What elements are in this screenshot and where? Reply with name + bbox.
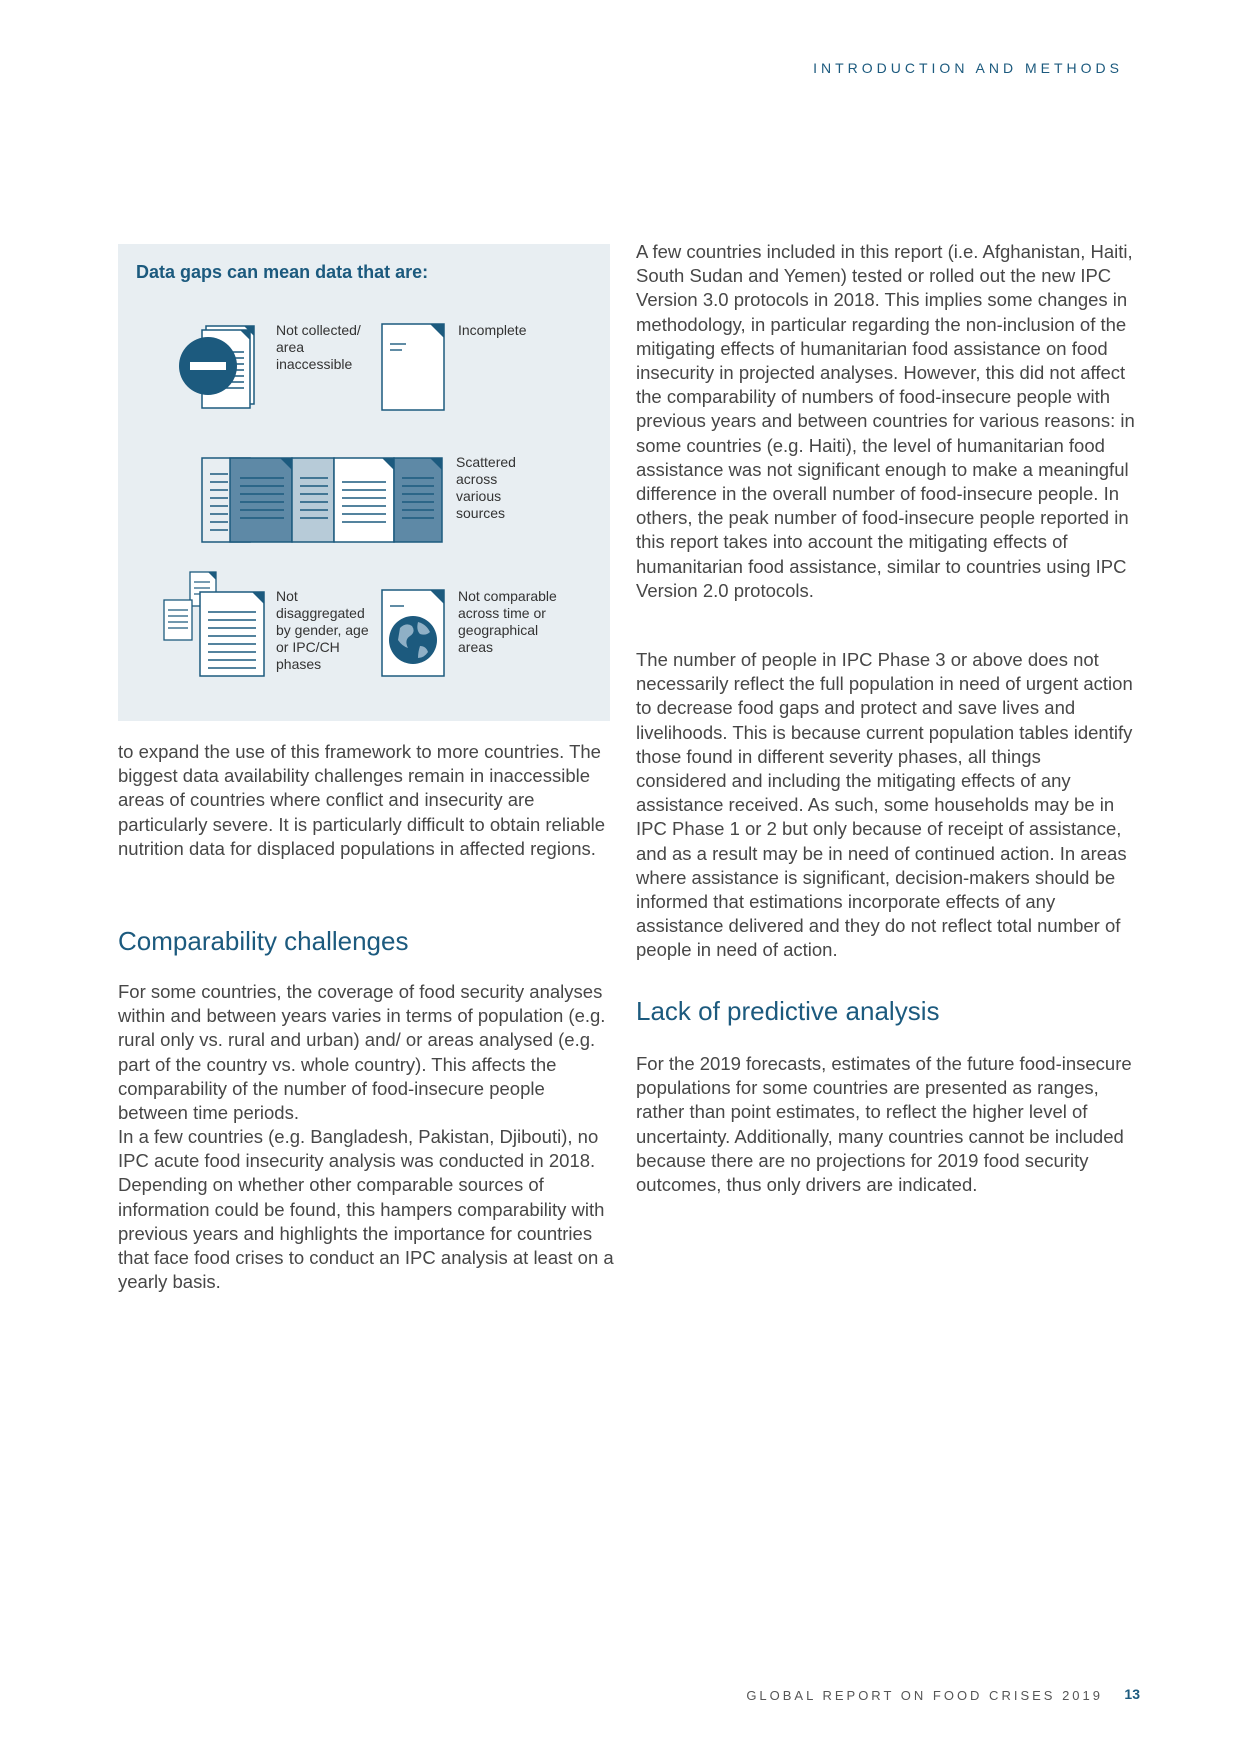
infobox-title-rest: can mean data that are: (227, 262, 429, 282)
page-number: 13 (1124, 1686, 1140, 1702)
data-gaps-infobox (118, 244, 610, 721)
left-paragraph-2: For some countries, the coverage of food security analyses within and between years varies in terms of population (e.g. rural only vs. rural and urban) and/ or areas analysed (e.g. part of the country vs. whole country). This affects the comparability of the number of food-insecure people between time periods. (118, 981, 606, 1124)
infobox-title (136, 262, 428, 283)
incomplete-document-icon (380, 322, 450, 414)
right-paragraph-3: For the 2019 forecasts, estimates of the future food-insecure populations for some countries are presented as ranges, rather than point estimates, to reflect the higher level of uncertainty. Additionally, many countries cannot be included because there are no projections for 2019 food security outcomes, thus only drivers are indicated. (636, 1053, 1132, 1196)
gap-label-not-comparable: Not comparable across time or geographical areas (458, 588, 557, 655)
gap-label-not-collected: Not collected/ area inaccessible (276, 322, 361, 372)
left-paragraph-1: to expand the use of this framework to more countries. The biggest data availability challenges remain in inaccessible areas of countries where conflict and insecurity are particularly severe. It is particularly difficult to obtain reliable nutrition data for displaced populations in affected regions. (118, 741, 606, 859)
globe-document-icon (380, 588, 450, 680)
right-paragraph-1: A few countries included in this report (i.e. Afghanistan, Haiti, South Sudan and Yemen) tested or rolled out the new IPC Version 3.0 protocols in 2018. This implies some changes in methodology, in particular regarding the non-inclusion of the mitigating effects of humanitarian food assistance on food insecurity in projected analyses. However, this did not affect the comparability of numbers of food-insecure people with previous years and between countries for various reasons: in some countries (e.g. Haiti), the level of humanitarian food assistance was not significant enough to make a meaningful difference in the overall number of food-insecure people. In others, the peak number of food-insecure people reported in this report takes into account the mitigating effects of humanitarian food assistance, similar to countries using IPC Version 2.0 protocols. (636, 241, 1135, 601)
gap-label-incomplete: Incomplete (458, 322, 527, 338)
heading-lack-of-predictive-analysis: Lack of predictive analysis (636, 996, 940, 1026)
left-paragraph-3: In a few countries (e.g. Bangladesh, Pakistan, Djibouti), no IPC acute food insecurity analysis was conducted in 2018. Depending on whether other comparable sources of information could be found, this hampers comparability with previous years and highlights the importance for countries that face food crises to conduct an IPC analysis at least on a yearly basis. (118, 1126, 614, 1293)
heading-comparability-challenges: Comparability challenges (118, 926, 409, 956)
gap-label-scattered: Scattered across various sources (456, 454, 516, 521)
footer-report-title: GLOBAL REPORT ON FOOD CRISES 2019 (746, 1688, 1103, 1703)
running-header: INTRODUCTION AND METHODS (813, 60, 1123, 76)
scattered-documents-icon (200, 454, 450, 546)
gap-label-not-disaggregated: Not disaggregated by gender, age or IPC/CH phases (276, 588, 369, 672)
infobox-title-bold: Data gaps (136, 262, 223, 282)
document-minus-icon (178, 322, 278, 412)
right-paragraph-2: The number of people in IPC Phase 3 or above does not necessarily reflect the full population in need of urgent action to decrease food gaps and protect and save lives and livelihoods. This is because current population tables identify those found in different severity phases, all things considered and including the mitigating effects of any assistance received. As such, some households may be in IPC Phase 1 or 2 but only because of receipt of assistance, and as a result may be in need of continued action. In areas where assistance is significant, decision-makers should be informed that estimations incorporate effects of any assistance delivered and they do not reflect total number of people in need of action. (636, 649, 1133, 961)
stacked-documents-icon (160, 570, 278, 680)
